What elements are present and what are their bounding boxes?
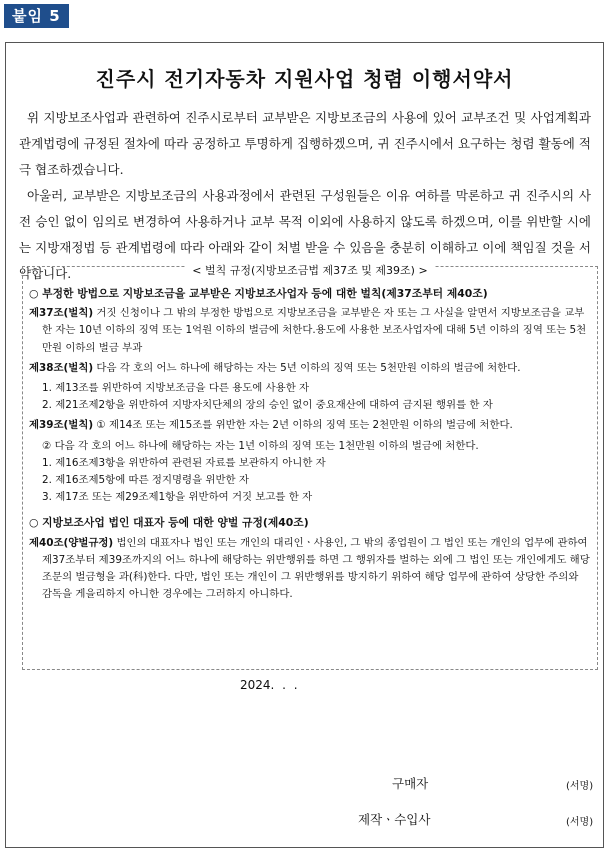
intro-paragraph: 아울러, 교부받은 지방보조금의 사용과정에서 관련된 구성원들은 이유 여하를 막론하고 귀 진주시의 사전 승인 없이 임의로 변경하여 사용하거나 교부 목적 이외에 사용하지 않도록 하겠으며, 이를 위반할 시에는 지방재정법 등 관계법령에 따라 아래와 같이 처벌 받을 수 있음을 충분히 이해하고 이에 책임질 것을 서약합니다.	[19, 188, 591, 281]
article-38	[29, 360, 591, 377]
list-item: 1. 제13조를 위반하여 지방보조금을 다른 용도에 사용한 자	[42, 382, 310, 395]
section-heading: ○ 부정한 방법으로 지방보조금을 교부받은 지방보조사업자 등에 대한 벌칙(제37조부터 제40조)	[29, 287, 488, 300]
sub-clause: ② 다음 각 호의 어느 하나에 해당하는 자는 1년 이하의 징역 또는 1천만원 이하의 벌금에 처한다.	[42, 439, 479, 452]
article-heading: 제39조(벌칙)	[29, 419, 94, 432]
date-field: 2024. . .	[240, 678, 298, 692]
intro-paragraph: 위 지방보조사업과 관련하여 진주시로부터 교부받은 지방보조금의 사용에 있어 교부조건 및 사업계획과 관계법령에 규정된 절차에 따라 공정하고 투명하게 집행하겠으며, 귀 진주시에서 요구하는 청렴 활동에 적극 협조하겠습니다.	[19, 110, 591, 177]
list-item: 1. 제16조제3항을 위반하여 관련된 자료를 보관하지 아니한 자	[42, 456, 326, 469]
penalty-body	[29, 283, 591, 606]
list-item: 2. 제21조제2항을 위반하여 지방자치단체의 장의 승인 없이 중요재산에 대하여 금지된 행위를 한 자	[42, 399, 493, 412]
list-item: 3. 제17조 또는 제29조제1항을 위반하여 거짓 보고를 한 자	[42, 491, 313, 504]
signature-mark: (서명)	[566, 781, 594, 792]
section-heading: ○ 지방보조사업 법인 대표자 등에 대한 양벌 규정(제40조)	[29, 516, 309, 530]
page-title: 진주시 전기자동차 지원사업 청렴 이행서약서	[95, 67, 514, 91]
signature-mark: (서명)	[566, 817, 594, 828]
article-text: ① 제14조 또는 제15조를 위반한 자는 2년 이하의 징역 또는 2천만원 이하의 벌금에 처한다.	[93, 419, 513, 432]
article-39	[29, 417, 591, 434]
article-text: 다음 각 호의 어느 하나에 해당하는 자는 5년 이하의 징역 또는 5천만원 이하의 벌금에 처한다.	[93, 361, 521, 374]
article-heading: 제37조(벌칙)	[29, 307, 94, 320]
article-37	[29, 305, 591, 357]
manufacturer-label: 제작ㆍ수입사	[358, 812, 431, 827]
penalty-title: < 벌칙 규정(지방보조금법 제37조 및 제39조) >	[186, 264, 433, 277]
buyer-label: 구매자	[392, 776, 429, 791]
article-heading: 제40조(양벌규정)	[29, 536, 114, 549]
article-text: 거짓 신청이나 그 밖의 부정한 방법으로 지방보조금을 교부받은 자 또는 그 사실을 알면서 지방보조금을 교부한 자는 10년 이하의 징역 또는 1억원 이하의 벌금에 처한다.용도에 사용한 보조사업자에 대해 5년 이하의 징역 또는 5천만원 이하의 벌금 부과	[42, 307, 587, 354]
penalty-box	[22, 266, 598, 670]
article-heading: 제38조(벌칙)	[29, 361, 94, 374]
article-40	[29, 535, 591, 604]
list-item: 2. 제16조제5항에 따른 정지명령을 위반한 자	[42, 474, 249, 487]
article-text: 법인의 대표자나 법인 또는 개인의 대리인ㆍ사용인, 그 밖의 종업원이 그 법인 또는 개인의 업무에 관하여 제37조부터 제39조까지의 어느 하나에 해당하는 위반행위를 하면 그 행위자를 벌하는 외에 그 법인 또는 개인에게도 해당 조문의 벌금형을 과(科)한다. 다만, 법인 또는 개인이 그 위반행위를 방지하기 위하여 해당 업무에 관하여 상당한 주의와 감독을 게을리하지 아니한 경우에는 그러하지 아니하다.	[42, 536, 590, 601]
attachment-badge: 붙임 5	[4, 4, 69, 28]
